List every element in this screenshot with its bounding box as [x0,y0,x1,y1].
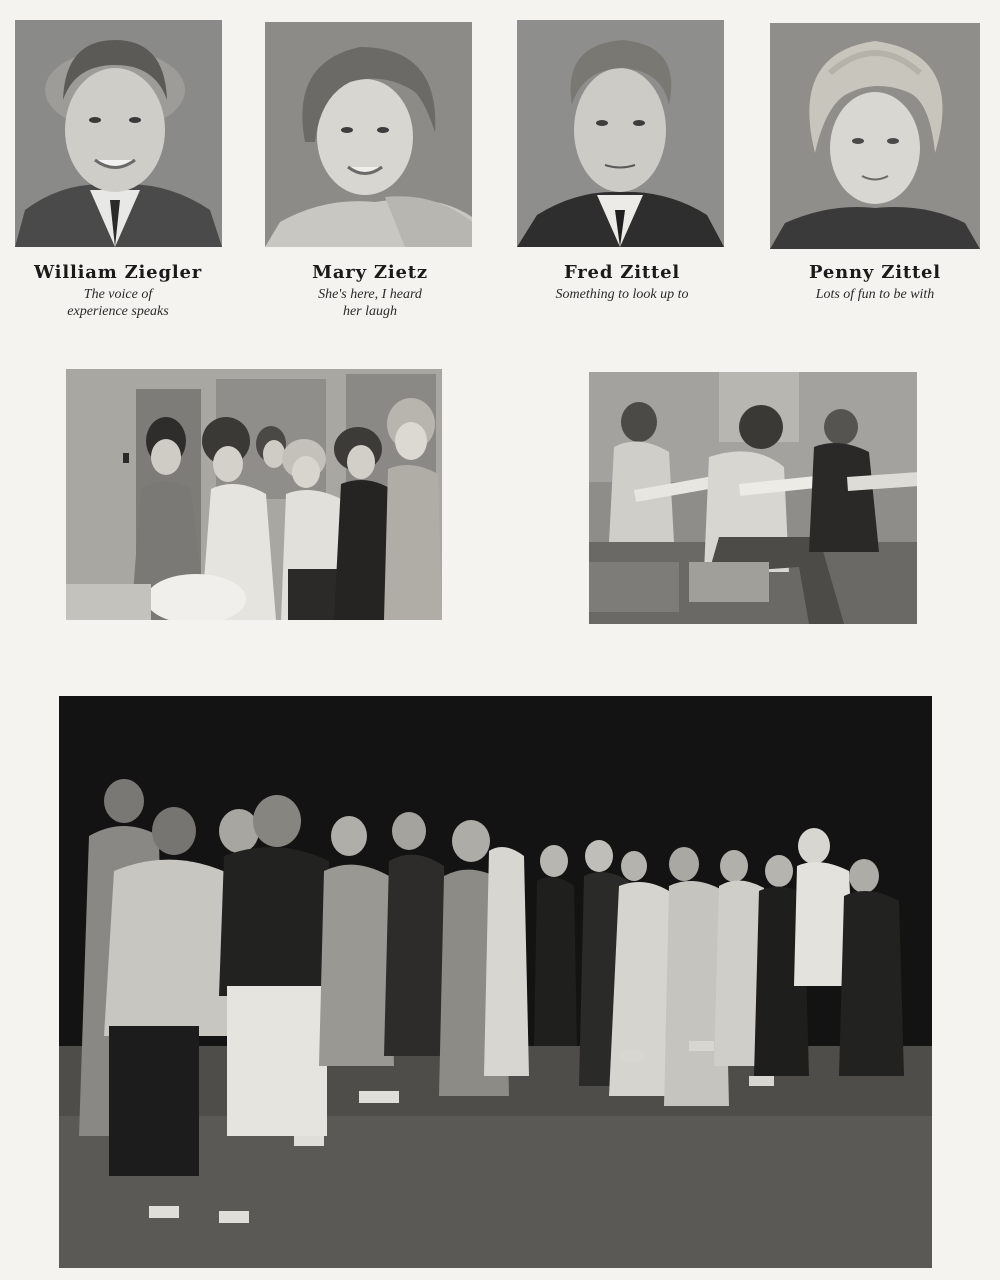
senior-caption-3 [502,262,742,303]
senior-name: Mary Zietz [312,262,428,283]
senior-name: Penny Zittel [809,262,941,283]
candid-photo-punch-bowl [66,369,442,620]
candid-image [66,369,442,620]
portrait-mary-zietz [265,22,472,247]
senior-motto: Lots of fun to be with [815,287,935,302]
portrait-image [770,23,980,249]
senior-motto: Something to look up to [555,287,689,302]
senior-motto: The voice of experience speaks [67,287,169,319]
candid-image [59,696,932,1268]
portrait-fred-zittel [517,20,724,247]
senior-caption-1 [0,262,238,320]
portrait-image [15,20,222,247]
candid-image [589,372,917,624]
portrait-image [517,20,724,247]
senior-caption-4 [755,262,995,303]
candid-photo-study-desks [589,372,917,624]
candid-photo-night-crowd [59,696,932,1268]
senior-name: Fred Zittel [564,262,680,283]
senior-name: William Ziegler [33,262,202,283]
senior-motto: She's here, I heard her laugh [318,287,422,319]
portrait-penny-zittel [770,23,980,249]
portrait-william-ziegler [15,20,222,247]
portrait-image [265,22,472,247]
senior-caption-2 [250,262,490,320]
